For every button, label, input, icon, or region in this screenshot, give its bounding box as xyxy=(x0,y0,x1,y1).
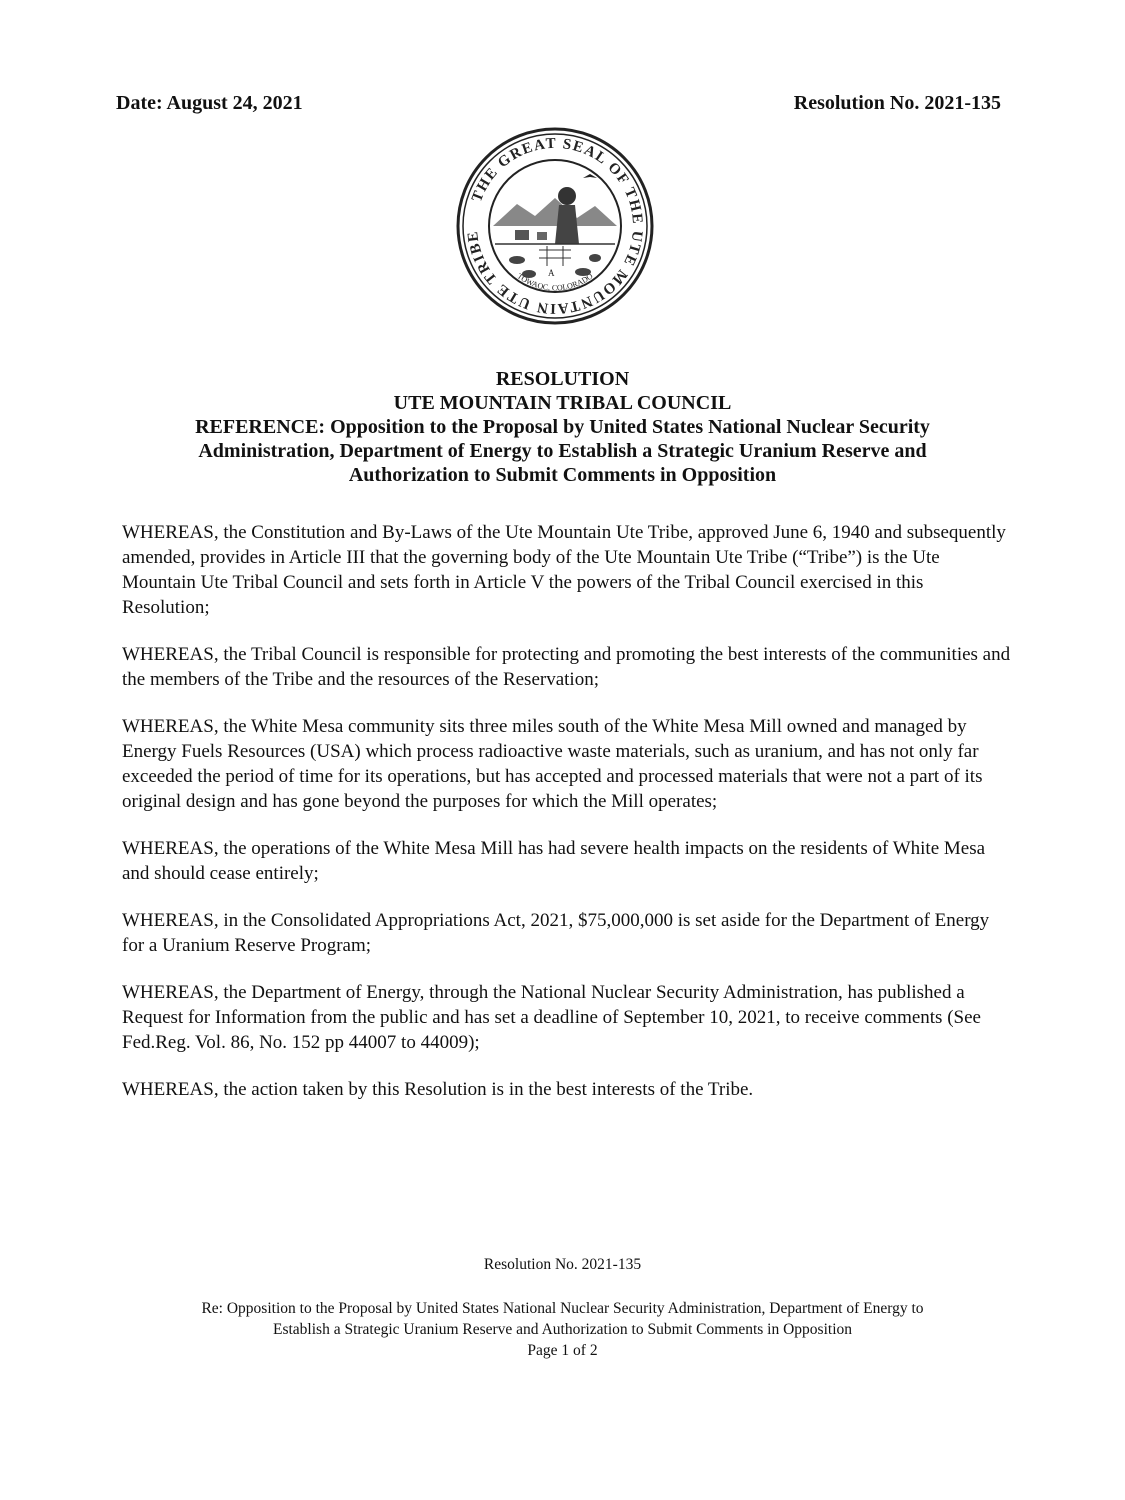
title-line-reference-3: Authorization to Submit Comments in Opposition xyxy=(348,464,777,486)
resolution-number: Resolution No. 2021-135 xyxy=(793,92,1001,114)
title-line-resolution: RESOLUTION xyxy=(495,368,630,390)
title-line-reference-2: Administration, Department of Energy to Establish a Strategic Uranium Reserve and xyxy=(198,440,927,462)
footer-resolution-number: Resolution No. 2021-135 xyxy=(483,1256,642,1273)
whereas-paragraph-6: WHEREAS, the Department of Energy, through the National Nuclear Security Administration, has published a Request for Information from the public and has set a deadline of September 10, 2021, to receive comments (See Fed.Reg. Vol. 86, No. 152 pp 44007 to 44009); xyxy=(122,982,981,1053)
svg-text:TOWAOC, COLORADO: TOWAOC, COLORADO xyxy=(515,271,595,293)
title-line-reference-1: REFERENCE: Opposition to the Proposal by United States National Nuclear Security xyxy=(195,416,930,438)
whereas-paragraph-4: WHEREAS, the operations of the White Mesa Mill has had severe health impacts on the residents of White Mesa and should cease entirely; xyxy=(122,838,986,884)
whereas-paragraph-5: WHEREAS, in the Consolidated Appropriations Act, 2021, $75,000,000 is set aside for the Department of Energy for a Uranium Reserve Program; xyxy=(122,910,990,956)
whereas-paragraph-7: WHEREAS, the action taken by this Resolution is in the best interests of the Tribe. xyxy=(122,1079,754,1100)
whereas-paragraph-3: WHEREAS, the White Mesa community sits three miles south of the White Mesa Mill owned and managed by Energy Fuels Resources (USA) which process radioactive waste materials, such as uranium, and has not only far exceeded the period of time for its operations, but has accepted and processed materials that were not a part of its original design and has gone beyond the purposes for which the Mill operates; xyxy=(122,716,983,812)
resolution-body xyxy=(122,520,1012,1124)
page-number: Page 1 of 2 xyxy=(527,1342,598,1359)
seal-icon xyxy=(455,126,655,326)
footer-re-line-2: Establish a Strategic Uranium Reserve and Authorization to Submit Comments in Opposition xyxy=(272,1321,853,1338)
footer-re-line-1: Re: Opposition to the Proposal by United States National Nuclear Security Administration, Department of Energy to xyxy=(201,1300,924,1317)
svg-text:THE GREAT SEAL OF THE UTE MOUN: THE GREAT SEAL OF THE UTE MOUNTAIN UTE TRIBE xyxy=(464,135,646,317)
tribal-seal xyxy=(455,126,655,326)
whereas-paragraph-2: WHEREAS, the Tribal Council is responsible for protecting and promoting the best interests of the communities and the members of the Tribe and the resources of the Reservation; xyxy=(122,644,1011,690)
whereas-paragraph-1: WHEREAS, the Constitution and By-Laws of the Ute Mountain Ute Tribe, approved June 6, 1940 and subsequently amended, provides in Article III that the governing body of the Ute Mountain Ute Tribe (“Tribe”) is the Ute Mountain Ute Tribal Council and sets forth in Article V the powers of the Tribal Council exercised in this Resolution; xyxy=(122,522,1006,618)
document-date: Date: August 24, 2021 xyxy=(116,92,303,114)
footer-re-line xyxy=(80,1298,1045,1340)
resolution-title xyxy=(100,367,1025,487)
svg-text:A: A xyxy=(548,268,555,278)
title-line-council: UTE MOUNTAIN TRIBAL COUNCIL xyxy=(393,392,732,414)
